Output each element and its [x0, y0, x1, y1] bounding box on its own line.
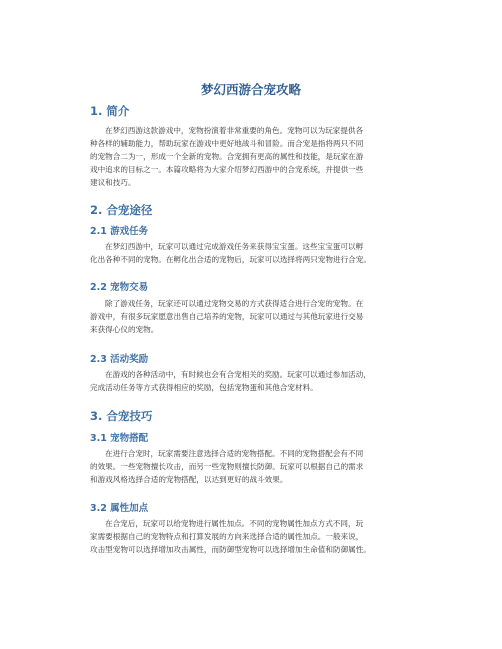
paragraph-line: 来获得心仪的宠物。	[90, 325, 159, 334]
subsection-pet-pairing-paragraph	[90, 447, 412, 486]
section-intro-paragraph	[90, 124, 412, 189]
paragraph-line: 在梦幻西游这款游戏中，宠物扮演着非常重要的角色。宠物可以为玩家提供各	[105, 126, 364, 135]
paragraph-line: 的效果。一些宠物擅长攻击，而另一些宠物则擅长防御。玩家可以根据自己的需求	[90, 462, 364, 471]
subsection-heading-event-rewards: 2.3 活动奖励	[90, 354, 149, 365]
paragraph-line: 建议和技巧。	[90, 178, 136, 187]
paragraph-line: 家需要根据自己的宠物特点和打算发展的方向来选择合适的属性加点。一般来说，	[90, 532, 364, 541]
subsection-heading-pet-trading: 2.2 宠物交易	[90, 282, 149, 293]
subsection-event-rewards-paragraph	[90, 368, 412, 394]
subsection-attribute-points-paragraph	[90, 517, 412, 556]
subsection-heading-attribute-points: 3.2 属性加点	[90, 503, 149, 514]
paragraph-line: 在梦幻西游中，玩家可以通过完成游戏任务来获得宝宝蛋。这些宝宝蛋可以孵	[105, 242, 364, 251]
section-heading-intro: 1. 简介	[90, 104, 130, 118]
paragraph-line: 的宠物合二为一，形成一个全新的宠物。合宠拥有更高的属性和技能，是玩家在游	[90, 152, 364, 161]
paragraph-line: 化出各种不同的宠物。在孵化出合适的宠物后，玩家可以选择将两只宠物进行合宠。	[90, 255, 371, 264]
paragraph-line: 在游戏的各种活动中，有时候也会有合宠相关的奖励。玩家可以通过参加活动，	[105, 370, 371, 379]
section-heading-merge-tips: 3. 合宠技巧	[90, 409, 153, 423]
paragraph-line: 在进行合宠时，玩家需要注意选择合适的宠物搭配。不同的宠物搭配会有不同	[105, 449, 364, 458]
paragraph-line: 攻击型宠物可以选择增加攻击属性，而防御型宠物可以选择增加生命值和防御属性。	[90, 545, 371, 554]
subsection-heading-game-tasks: 2.1 游戏任务	[90, 226, 149, 237]
subsection-game-tasks-paragraph	[90, 240, 412, 266]
paragraph-line: 戏中追求的目标之一。本篇攻略将为大家介绍梦幻西游中的合宠系统，并提供一些	[90, 165, 364, 174]
paragraph-line: 除了游戏任务，玩家还可以通过宠物交易的方式获得适合进行合宠的宠物。在	[105, 299, 364, 308]
paragraph-line: 种各样的辅助能力，帮助玩家在游戏中更好地战斗和冒险。而合宠是指将两只不同	[90, 139, 364, 148]
paragraph-line: 游戏中，有很多玩家愿意出售自己培养的宠物，玩家可以通过与其他玩家进行交易	[90, 312, 364, 321]
paragraph-line: 和游戏风格选择合适的宠物搭配，以达到更好的战斗效果。	[90, 475, 288, 484]
paragraph-line: 完成活动任务等方式获得相应的奖励，包括宠物蛋和其他合宠材料。	[90, 383, 318, 392]
section-heading-pet-sources: 2. 合宠途径	[90, 203, 153, 217]
paragraph-line: 在合宠后，玩家可以给宠物进行属性加点。不同的宠物属性加点方式不同，玩	[105, 519, 364, 528]
subsection-heading-pet-pairing: 3.1 宠物搭配	[90, 433, 149, 444]
subsection-pet-trading-paragraph	[90, 297, 412, 336]
document-title: 梦幻西游合宠攻略	[200, 82, 301, 97]
